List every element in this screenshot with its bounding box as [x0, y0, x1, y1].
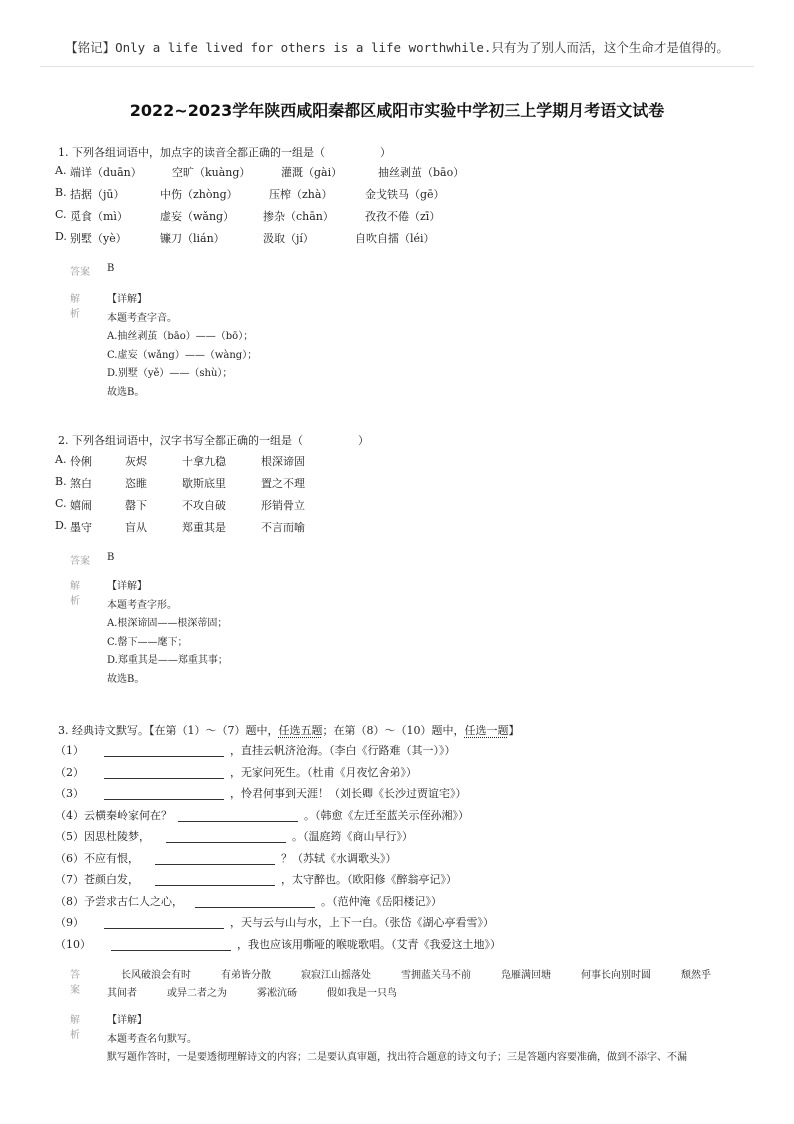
poem-item: （4）云横秦岭家何在？ 。（韩愈《左迁至蓝关示侄孙湘》） [55, 808, 469, 822]
question-3-items [55, 742, 501, 957]
poem-item: （7）苍颜白发， ，太守醉也。（欧阳修《醉翁亭记》） [55, 873, 457, 886]
answer-blank[interactable] [111, 939, 231, 951]
answer-blank[interactable] [104, 745, 224, 757]
answer-blank[interactable] [195, 896, 315, 908]
header-divider [40, 66, 754, 67]
answer-blank[interactable] [104, 917, 224, 929]
page-title: 2022~2023学年陕西咸阳秦都区咸阳市实验中学初三上学期月考语文试卷 [129, 101, 665, 120]
answer-blank[interactable] [104, 788, 224, 800]
answer-blank[interactable] [178, 810, 298, 822]
question-2-stem: 2. 下列各组词语中，汉字书写全都正确的一组是（ ） [58, 434, 369, 447]
poem-item: （1） ，直挂云帆济沧海。（李白《行路难（其一）》） [55, 744, 456, 757]
poem-item: （2） ，无家问死生。（杜甫《月夜忆舍弟》） [55, 765, 417, 779]
question-3-stem: 3. 经典诗文默写。【在第（1）～（7）题中，任选五题；在第（8）～（10）题中，任选一题】 [58, 724, 520, 737]
answer-blank[interactable] [104, 767, 224, 779]
poem-item: （5）因思杜陵梦， 。（温庭筠《商山早行》） [55, 830, 413, 843]
poem-item: （9） ，天与云与山与水，上下一白。（张岱《湖心亭看雪》） [55, 916, 494, 929]
answer-blank[interactable] [166, 831, 286, 843]
answer-blank[interactable] [155, 853, 275, 865]
question-1-stem: 1. 下列各组词语中，加点字的读音全都正确的一组是（ ） [58, 146, 391, 159]
motto-banner: 【铭记】Only a life lived for others is a life worthwhile.只有为了别人而活，这个生命才是值得的。 [65, 40, 729, 55]
answer-blank[interactable] [155, 874, 275, 886]
poem-item: （10） ，我也应该用嘶哑的喉咙歌唱。（艾青《我爱这土地》） [55, 937, 501, 951]
poem-item: （6）不应有恨， ？（苏轼《水调歌头》） [55, 851, 397, 865]
poem-item: （8）予尝求古仁人之心， 。（范仲淹《岳阳楼记》） [55, 894, 442, 908]
poem-item: （3） ，怜君何事到天涯！（刘长卿《长沙过贾谊宅》） [55, 787, 467, 800]
